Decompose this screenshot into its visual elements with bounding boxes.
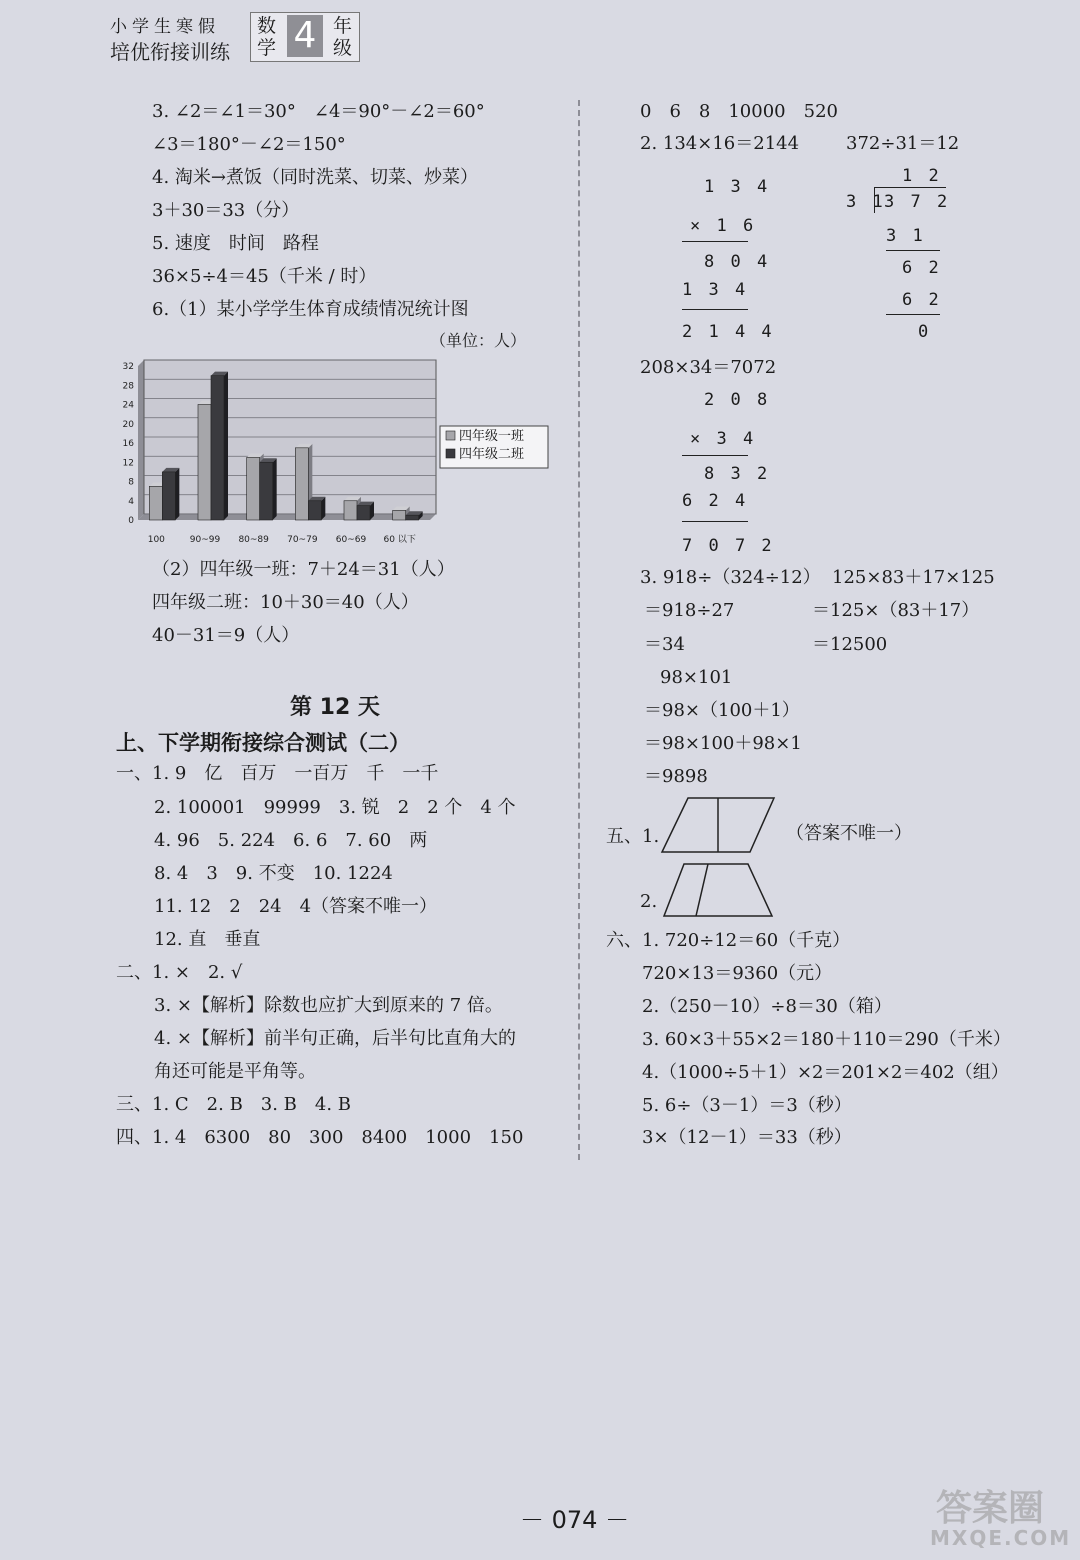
bar bbox=[406, 515, 419, 520]
answer-line: 12. 直 垂直 bbox=[154, 929, 261, 950]
parallelogram-figure bbox=[660, 796, 776, 856]
answer-line: 3＋30＝33（分） bbox=[152, 200, 300, 221]
bar bbox=[198, 405, 211, 521]
answer-line: ＝34 bbox=[644, 634, 685, 655]
answer-line: 4. 淘米→煮饭（同时洗菜、切菜、炒菜） bbox=[152, 167, 478, 188]
bar-side bbox=[321, 497, 325, 520]
calc-digit-row: 2 0 8 bbox=[704, 390, 771, 410]
bar-chart bbox=[112, 352, 558, 548]
answer-line: 40－31＝9（人） bbox=[152, 625, 300, 646]
calc-digit-row: 3 7 2 bbox=[884, 192, 951, 212]
calc-digit-row: 6 2 bbox=[902, 290, 942, 310]
section-title: 上、下学期衔接综合测试（二） bbox=[116, 731, 410, 755]
answer-line: ＝12500 bbox=[812, 634, 888, 655]
answer-line: 5. 6÷（3－1）＝3（秒） bbox=[642, 1095, 852, 1116]
page-number: － 074 － bbox=[520, 1506, 630, 1534]
y-tick-label: 12 bbox=[122, 458, 134, 469]
calc-digit-row: 6 2 bbox=[902, 258, 942, 278]
x-tick-label: 70~79 bbox=[287, 535, 318, 545]
y-tick-label: 16 bbox=[122, 439, 134, 449]
calc-digit-row: 3 1 bbox=[886, 226, 926, 246]
calc-digit-row: 8 0 4 bbox=[704, 252, 771, 272]
trapezoid-figure bbox=[662, 862, 774, 918]
y-tick-label: 4 bbox=[128, 496, 134, 507]
answer-line: ＝9898 bbox=[644, 766, 708, 787]
bar bbox=[357, 506, 370, 520]
answer-line: ＝98×100＋98×1 bbox=[644, 733, 802, 754]
answer-line: 五、1. bbox=[606, 826, 660, 847]
bar-side bbox=[273, 458, 277, 520]
grade-number: 4 bbox=[287, 15, 323, 57]
y-tick-label: 20 bbox=[122, 419, 134, 430]
answer-line: 2. 100001 99999 3. 锐 2 2 个 4 个 bbox=[154, 797, 516, 818]
y-tick-label: 28 bbox=[122, 381, 134, 392]
answer-line: 208×34＝7072 bbox=[640, 357, 777, 378]
answer-line: 3×（12－1）＝33（秒） bbox=[642, 1127, 852, 1148]
answer-line: 4.（1000÷5＋1）×2＝201×2＝402（组） bbox=[642, 1062, 1009, 1083]
calc-digit-row: 7 0 7 2 bbox=[682, 536, 775, 556]
answer-line: 4. ×【解析】前半句正确，后半句比直角大的 bbox=[154, 1028, 516, 1049]
y-tick-label: 24 bbox=[122, 400, 134, 411]
calc-rule bbox=[874, 187, 946, 188]
answer-line: ∠3＝180°－∠2＝150° bbox=[152, 134, 346, 155]
answer-line: 98×101 bbox=[660, 667, 733, 688]
y-tick-label: 32 bbox=[122, 362, 134, 372]
calc-digit-row: × 1 6 bbox=[690, 216, 757, 236]
watermark-url: MXQE.COM bbox=[930, 1526, 1072, 1550]
answer-line: 角还可能是平角等。 bbox=[154, 1061, 316, 1082]
answer-line: 372÷31＝12 bbox=[846, 133, 960, 154]
calc-rule bbox=[886, 250, 940, 251]
answer-line: 5. 速度 时间 路程 bbox=[152, 233, 319, 254]
calc-rule bbox=[682, 455, 748, 456]
answer-line: 0 6 8 10000 520 bbox=[640, 101, 838, 122]
calc-digit-row: 8 3 2 bbox=[704, 464, 771, 484]
legend-swatch bbox=[446, 449, 455, 458]
grade-badge bbox=[250, 12, 360, 62]
bar bbox=[295, 448, 308, 520]
watermark-logo bbox=[930, 1480, 1080, 1560]
answer-line: 11. 12 2 24 4（答案不唯一） bbox=[154, 896, 438, 917]
series-title-line2: 培优衔接训练 bbox=[110, 40, 230, 64]
answer-line: ＝98×（100＋1） bbox=[644, 700, 800, 721]
answer-line: 三、1. C 2. B 3. B 4. B bbox=[116, 1094, 352, 1115]
y-tick-label: 0 bbox=[128, 516, 134, 526]
answer-line: 8. 4 3 9. 不变 10. 1224 bbox=[154, 863, 393, 884]
watermark-text: 答案圈 bbox=[936, 1488, 1045, 1529]
calc-digit-row: 2 1 4 4 bbox=[682, 322, 775, 342]
division-bracket bbox=[874, 187, 875, 213]
chart-caption: 6.（1）某小学学生体育成绩情况统计图 bbox=[152, 299, 469, 320]
answer-line: 四、1. 4 6300 80 300 8400 1000 150 bbox=[116, 1127, 524, 1148]
answer-line: 720×13＝9360（元） bbox=[642, 963, 833, 984]
answer-line: 一、1. 9 亿 百万 一百万 千 一千 bbox=[116, 763, 439, 784]
answer-line: 2.（250－10）÷8＝30（箱） bbox=[642, 996, 892, 1017]
calc-digit-row: 3 1 bbox=[846, 192, 886, 212]
legend-swatch bbox=[446, 431, 455, 440]
answer-line: 3. 60×3＋55×2＝180＋110＝290（千米） bbox=[642, 1029, 1011, 1050]
legend-label: 四年级一班 bbox=[459, 429, 525, 444]
bar bbox=[308, 501, 321, 520]
answer-note: （答案不唯一） bbox=[786, 823, 912, 844]
calc-digit-row: × 3 4 bbox=[690, 429, 757, 449]
column-divider bbox=[578, 100, 580, 1160]
answer-line: 二、1. × 2. √ bbox=[116, 962, 243, 983]
answer-line: 3. 918÷（324÷12） bbox=[640, 567, 821, 588]
bar bbox=[211, 376, 224, 520]
answer-line: 四年级二班：10＋30＝40（人） bbox=[152, 592, 419, 613]
series-title-line1: 小学生寒假 bbox=[110, 17, 220, 37]
x-tick-label: 100 bbox=[147, 535, 165, 545]
answer-line: 4. 96 5. 224 6. 6 7. 60 两 bbox=[154, 830, 428, 851]
answer-line: （2）四年级一班：7＋24＝31（人） bbox=[152, 559, 455, 580]
calc-digit-row: 6 2 4 bbox=[682, 491, 749, 511]
calc-digit-row: 1 2 bbox=[902, 166, 942, 186]
legend-label: 四年级二班 bbox=[459, 447, 525, 462]
bar-side bbox=[224, 372, 228, 520]
x-tick-label: 60 以下 bbox=[383, 535, 416, 545]
bar bbox=[260, 462, 273, 520]
chart-side-wall bbox=[138, 360, 144, 520]
bar bbox=[149, 486, 162, 520]
bar bbox=[344, 501, 357, 520]
chart-floor bbox=[138, 514, 436, 520]
x-tick-label: 60~69 bbox=[335, 535, 367, 545]
calc-digit-row: 1 3 4 bbox=[682, 280, 749, 300]
y-tick-label: 8 bbox=[128, 477, 134, 488]
calc-rule bbox=[682, 521, 748, 522]
x-tick-label: 80~89 bbox=[238, 535, 269, 545]
calc-rule bbox=[682, 241, 748, 242]
answer-line: ＝125×（83＋17） bbox=[812, 600, 980, 621]
chart-unit: （单位：人） bbox=[430, 331, 527, 350]
bar bbox=[247, 457, 260, 520]
bar bbox=[393, 510, 406, 520]
calc-rule bbox=[682, 309, 748, 310]
day-title: 第 12 天 bbox=[290, 695, 380, 720]
calc-digit-row: 1 3 4 bbox=[704, 177, 771, 197]
answer-line: 六、1. 720÷12＝60（千克） bbox=[606, 930, 851, 951]
x-tick-label: 90~99 bbox=[189, 535, 221, 545]
answer-line: 3. ×【解析】除数也应扩大到原来的 7 倍。 bbox=[154, 995, 503, 1016]
bar bbox=[162, 472, 175, 520]
answer-line: 36×5÷4＝45（千米 / 时） bbox=[152, 266, 377, 287]
answer-line: 125×83＋17×125 bbox=[832, 567, 995, 588]
calc-digit-row: 0 bbox=[918, 322, 932, 342]
answer-line: 3. ∠2＝∠1＝30° ∠4＝90°－∠2＝60° bbox=[152, 101, 485, 122]
answer-line: ＝918÷27 bbox=[644, 600, 735, 621]
grade-char-1: 年 bbox=[333, 15, 353, 37]
answer-line: 2. bbox=[640, 891, 658, 912]
grade-char-2: 级 bbox=[333, 37, 353, 59]
answer-line: 2. 134×16＝2144 bbox=[640, 133, 800, 154]
bar-side bbox=[175, 468, 179, 520]
calc-rule bbox=[886, 314, 940, 315]
subject-char-2: 学 bbox=[257, 37, 277, 59]
subject-char-1: 数 bbox=[257, 15, 277, 37]
